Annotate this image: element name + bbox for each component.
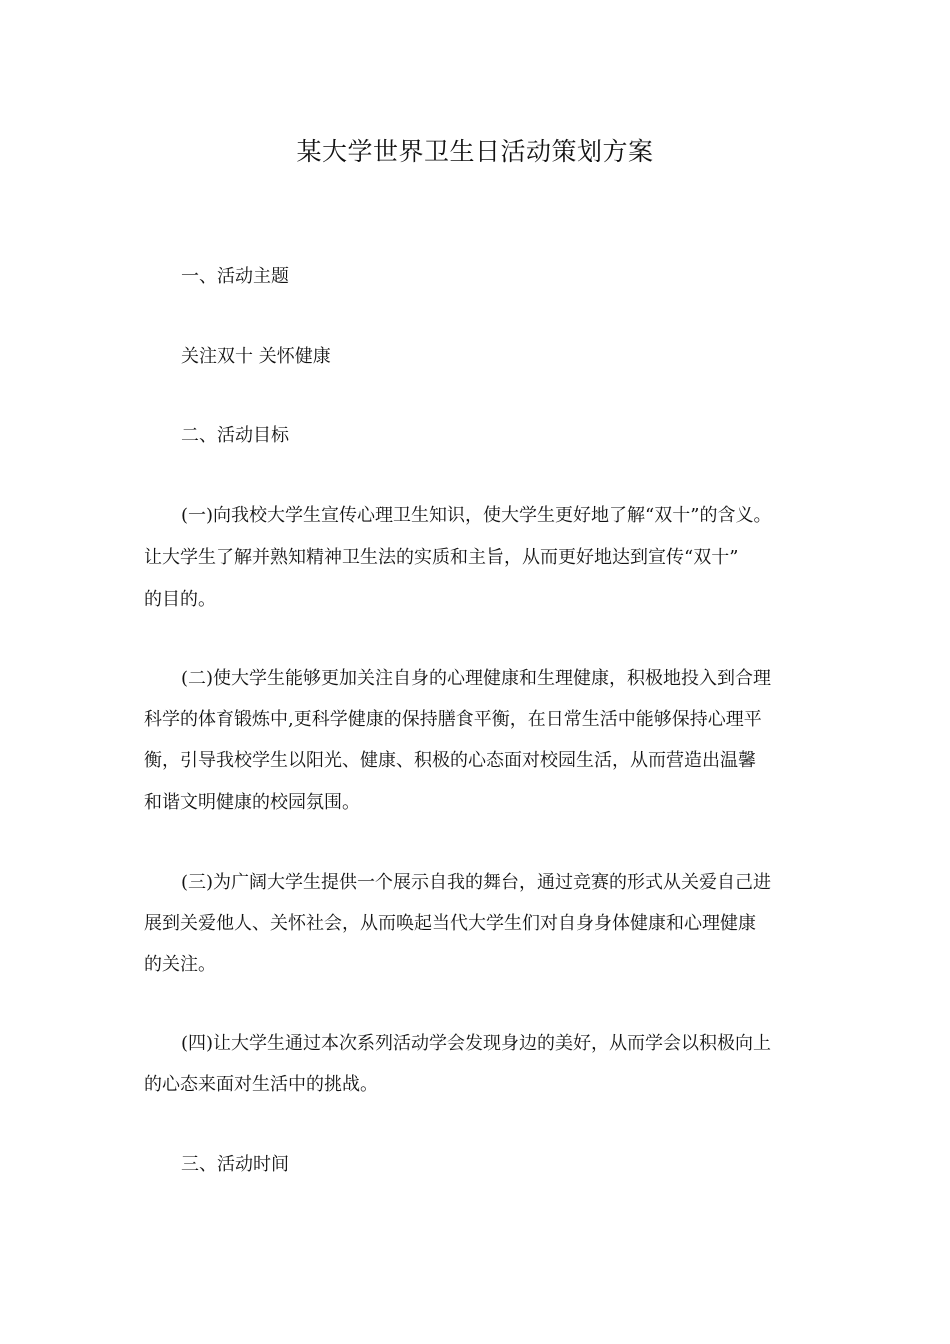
- goal-2-line-3: 衡，引导我校学生以阳光、健康、积极的心态面对校园生活，从而营造出温馨: [144, 750, 756, 771]
- goal-2-line-4: 和谐文明健康的校园氛围。: [144, 792, 360, 813]
- goal-1-line-3: 的目的。: [144, 589, 216, 610]
- goal-3-line-1: (三)为广阔大学生提供一个展示自我的舞台，通过竞赛的形式从关爱自己进: [181, 872, 772, 893]
- goal-2-line-2: 科学的体育锻炼中,更科学健康的保持膳食平衡，在日常生活中能够保持心理平: [144, 709, 762, 730]
- goal-4-line-2: 的心态来面对生活中的挑战。: [144, 1074, 378, 1095]
- goal-3-line-2: 展到关爱他人、关怀社会，从而唤起当代大学生们对自身身体健康和心理健康: [144, 913, 756, 934]
- section-heading-goals: 二、活动目标: [181, 425, 289, 446]
- goal-1-line-1: (一)向我校大学生宣传心理卫生知识，使大学生更好地了解“双十”的含义。: [181, 505, 772, 526]
- goal-1-line-2: 让大学生了解并熟知精神卫生法的实质和主旨，从而更好地达到宣传“双十”: [144, 547, 739, 568]
- document-title: 某大学世界卫生日活动策划方案: [296, 137, 654, 166]
- goal-2-line-1: (二)使大学生能够更加关注自身的心理健康和生理健康，积极地投入到合理: [181, 668, 772, 689]
- goal-3-line-3: 的关注。: [144, 954, 216, 975]
- section-heading-theme: 一、活动主题: [181, 266, 289, 287]
- goal-4-line-1: (四)让大学生通过本次系列活动学会发现身边的美好，从而学会以积极向上: [181, 1033, 772, 1054]
- theme-text: 关注双十 关怀健康: [181, 346, 331, 367]
- section-heading-time: 三、活动时间: [181, 1154, 289, 1175]
